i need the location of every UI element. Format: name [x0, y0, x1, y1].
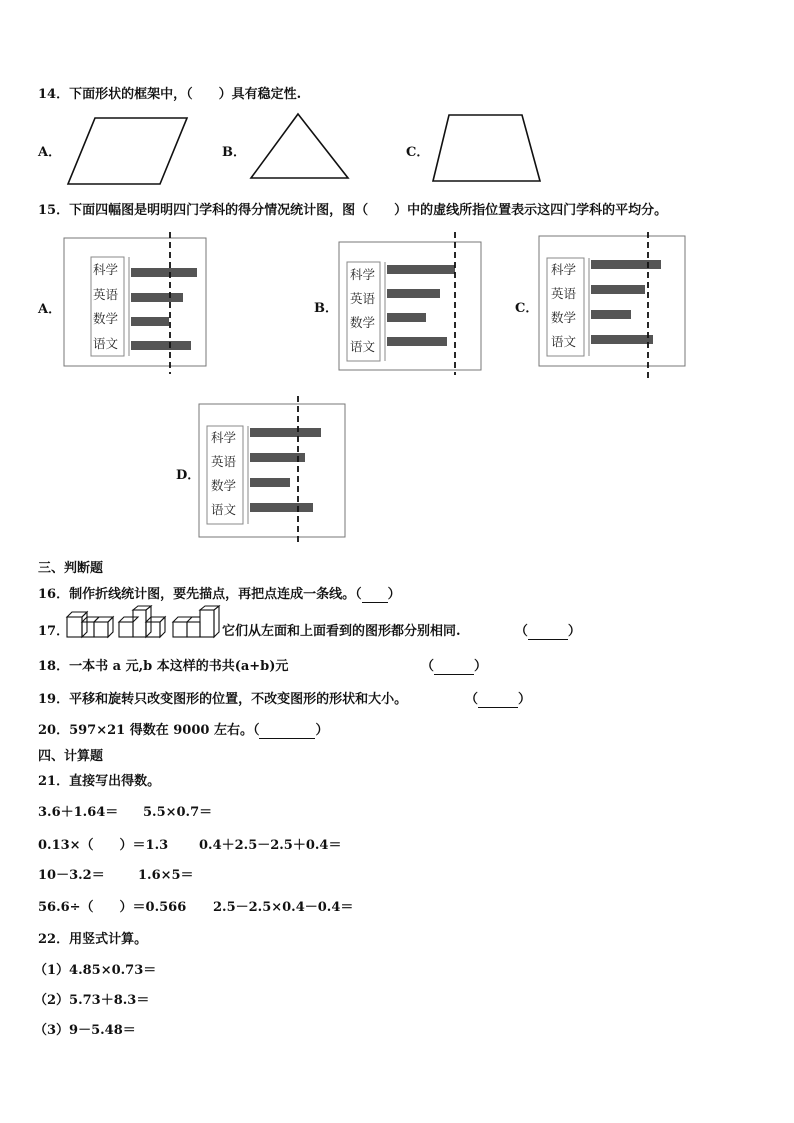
q18-text: 18．一本书 a 元,b 本这样的书共(a+b)元	[38, 659, 289, 674]
q18-close-paren: ）	[474, 659, 488, 674]
q22-item-2: （2）5.73＋8.3＝	[34, 993, 150, 1008]
chart-c-label-math: 数学	[551, 310, 577, 325]
q20-close-paren: ）	[315, 723, 329, 738]
q18-open-paren: （	[421, 659, 435, 674]
q21-row1-left: 3.6＋1.64＝	[38, 805, 119, 820]
bar-chart-c	[538, 228, 693, 381]
q16-close-paren: ）	[387, 587, 401, 602]
parallelogram-figure	[60, 112, 195, 190]
q19-answer-group	[465, 688, 531, 708]
chart-c-bar-science	[591, 260, 661, 269]
chart-b-bar-math	[387, 313, 426, 322]
q19-text: 19．平移和旋转只改变图形的位置，不改变图形的形状和大小。	[38, 692, 408, 707]
q21-row4-right: 2.5－2.5×0.4－0.4＝	[213, 900, 354, 915]
chart-d-bar-chinese	[250, 503, 313, 512]
chart-a-bar-science	[131, 268, 197, 277]
q21-row2-left: 0.13×（ ）＝1.3	[38, 838, 169, 853]
chart-d-bar-science	[250, 428, 321, 437]
q18-answer-blank[interactable]	[434, 659, 474, 675]
q17-line	[222, 620, 581, 640]
q20-line	[38, 719, 329, 739]
q17-text: 它们从左面和上面看到的图形都分别相同.	[222, 624, 461, 639]
chart-c-bar-english	[591, 285, 645, 294]
q20-answer-blank[interactable]	[259, 723, 315, 739]
chart-d-label-chinese: 语文	[211, 502, 237, 517]
q19-answer-blank[interactable]	[478, 692, 518, 708]
q14-text: 14．下面形状的框架中，（ ）具有稳定性.	[38, 87, 302, 102]
trapezoid-figure	[425, 108, 550, 186]
q21-row1-right: 5.5×0.7＝	[143, 805, 213, 820]
chart-b-label-chinese: 语文	[350, 339, 376, 354]
chart-d-bar-math	[250, 478, 290, 487]
q17-number: 17．	[38, 624, 70, 639]
q16-text: 16．制作折线统计图，要先描点，再把点连成一条线。（	[38, 587, 362, 602]
q14-option-b-label: B．	[222, 145, 246, 160]
chart-c-label-english: 英语	[551, 286, 577, 301]
chart-b-bar-science	[387, 265, 455, 274]
chart-a-label-science: 科学	[93, 262, 119, 277]
section-3-heading: 三、判断题	[38, 561, 104, 576]
chart-b-label-math: 数学	[350, 315, 376, 330]
chart-d-label-math: 数学	[211, 478, 237, 493]
cube-stack-figures	[66, 605, 222, 643]
q15-option-a-label: A．	[38, 302, 62, 317]
chart-a-bar-math	[131, 317, 169, 326]
chart-c-bar-chinese	[591, 335, 653, 344]
chart-d-bar-english	[250, 453, 305, 462]
q22-text: 22．用竖式计算。	[38, 932, 148, 947]
q19-close-paren: ）	[518, 692, 532, 707]
q21-row3-right: 1.6×5＝	[138, 868, 194, 883]
chart-a-bar-chinese	[131, 341, 191, 350]
chart-c-bar-math	[591, 310, 631, 319]
q16-answer-blank[interactable]	[362, 587, 388, 603]
q18-answer-group	[421, 655, 487, 675]
chart-a-label-math: 数学	[93, 311, 119, 326]
q21-text: 21．直接写出得数。	[38, 774, 161, 789]
q20-text: 20．597×21 得数在 9000 左右。（	[38, 723, 260, 738]
chart-b-label-science: 科学	[350, 267, 376, 282]
q21-row4-left: 56.6÷（ ）＝0.566	[38, 900, 187, 915]
chart-a-bar-english	[131, 293, 183, 302]
triangle-figure	[245, 108, 355, 184]
chart-b-bar-english	[387, 289, 440, 298]
q17-close-paren: ）	[567, 624, 581, 639]
section-4-heading: 四、计算题	[38, 749, 104, 764]
q22-item-3: （3）9－5.48＝	[34, 1023, 136, 1038]
q17-open-paren: （	[514, 624, 528, 639]
q15-option-c-label: C．	[515, 301, 539, 316]
q19-open-paren: （	[465, 692, 479, 707]
bar-chart-d	[198, 396, 348, 546]
q16-line	[38, 583, 401, 603]
q15-option-b-label: B．	[314, 301, 338, 316]
q15-text: 15．下面四幅图是明明四门学科的得分情况统计图，图（ ）中的虚线所指位置表示这四门学科的平均分。	[38, 203, 668, 218]
q21-row2-right: 0.4＋2.5－2.5＋0.4＝	[199, 838, 342, 853]
q14-option-c-label: C．	[406, 145, 430, 160]
q15-option-d-label: D．	[176, 468, 201, 483]
chart-b-label-english: 英语	[350, 291, 376, 306]
chart-c-label-chinese: 语文	[551, 334, 577, 349]
q14-option-a-label: A．	[38, 145, 62, 160]
chart-b-bar-chinese	[387, 337, 447, 346]
bar-chart-a	[63, 232, 213, 377]
chart-d-label-english: 英语	[211, 454, 237, 469]
chart-d-label-science: 科学	[211, 430, 237, 445]
q17-answer-blank[interactable]	[528, 624, 568, 640]
chart-a-label-english: 英语	[93, 287, 119, 302]
q22-item-1: （1）4.85×0.73＝	[34, 963, 157, 978]
chart-a-label-chinese: 语文	[93, 336, 119, 351]
chart-c-label-science: 科学	[551, 262, 577, 277]
q21-row3-left: 10－3.2＝	[38, 868, 105, 883]
bar-chart-b	[338, 232, 488, 377]
